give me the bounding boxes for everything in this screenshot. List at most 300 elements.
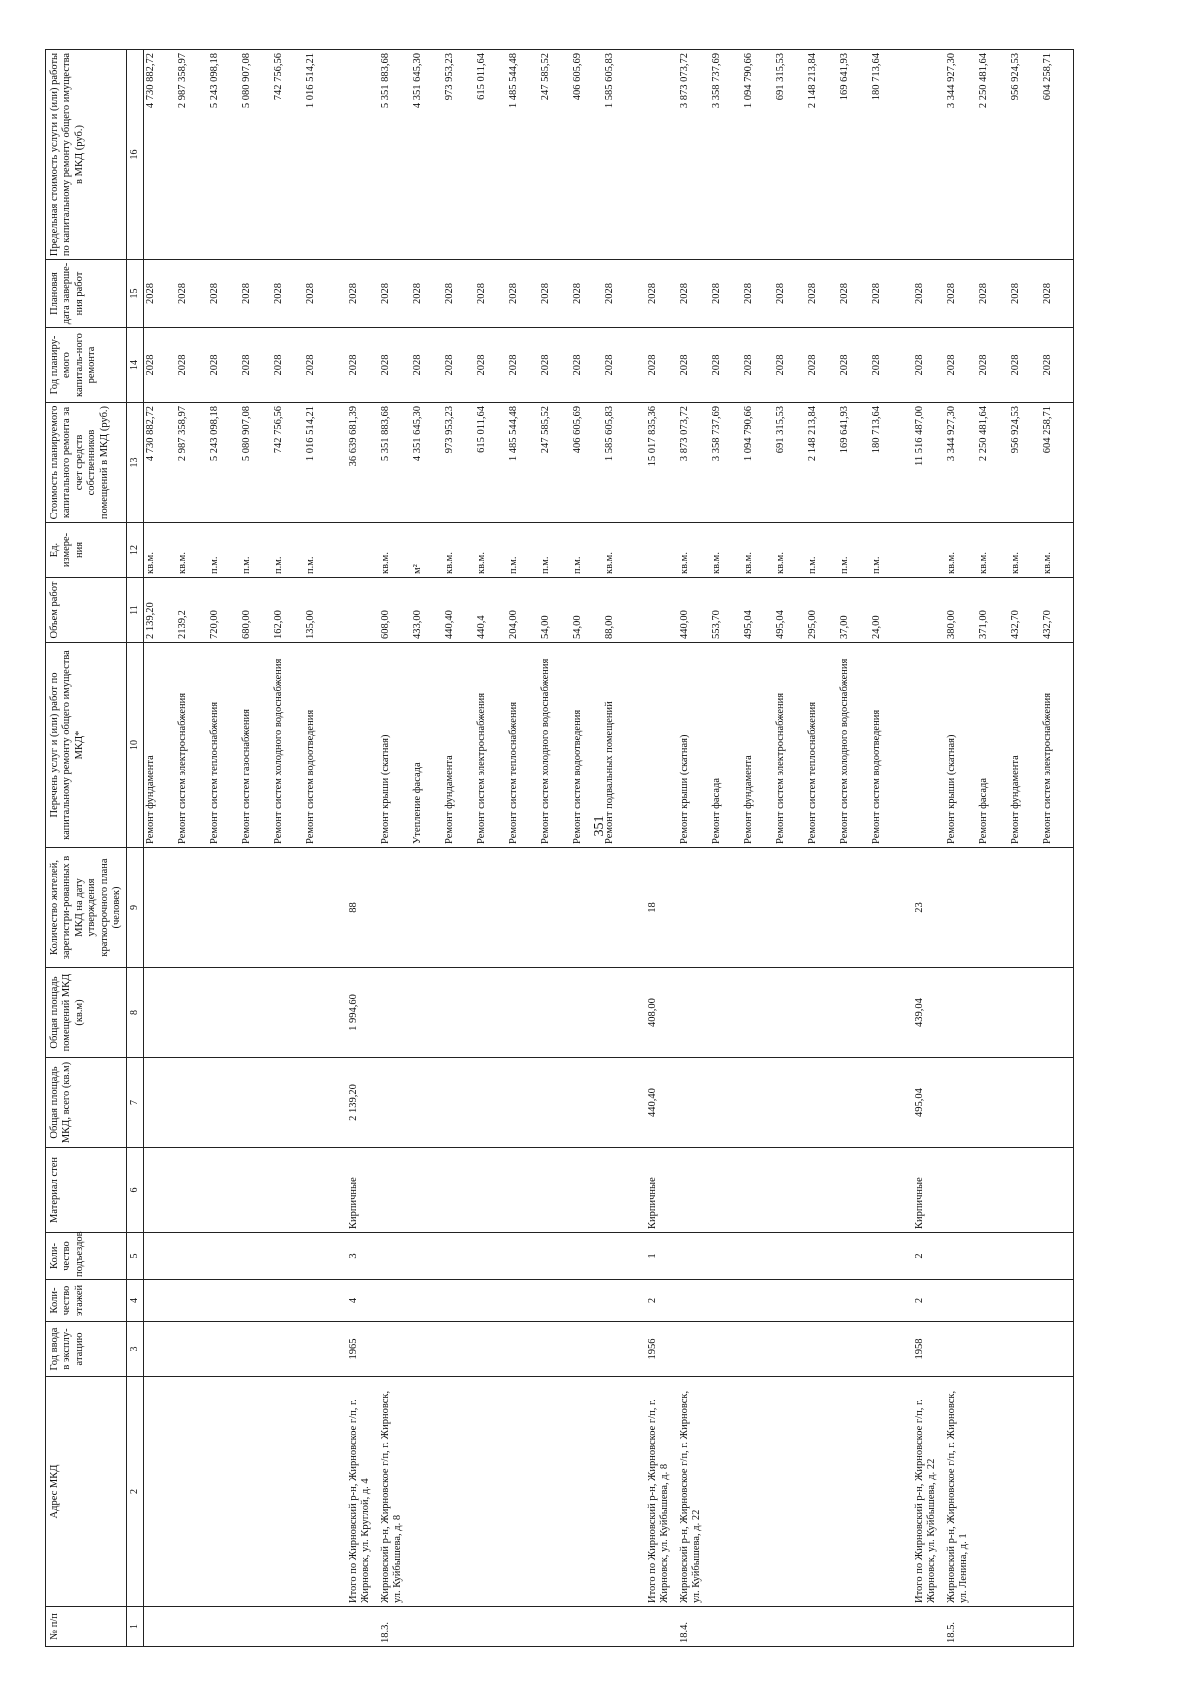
table-row — [304, 50, 336, 1647]
cell-premises-area — [411, 968, 443, 1058]
cell-completion-date: 2028 — [870, 260, 902, 328]
cell-row-number — [507, 1607, 539, 1647]
cell-max-cost: 2 987 358,97 — [176, 50, 208, 260]
cell-wall-material — [411, 1148, 443, 1233]
cell-commission-year: 1956 — [635, 1322, 678, 1377]
cell-work-volume: 295,00 — [806, 578, 838, 643]
cell-completion-date: 2028 — [208, 260, 240, 328]
cell-commission-year — [379, 1322, 411, 1377]
cell-premises-area — [945, 968, 977, 1058]
cell-address: Жирновский р-н, Жирновское г/п, г. Жирновск, ул. Куйбышева, д. 8 — [379, 1377, 411, 1607]
header-cell: Предельная стоимость услуги и (или) работы по капитальному ремонту общего имущества в МКД (руб.) — [46, 50, 127, 260]
cell-completion-date: 2028 — [1009, 260, 1041, 328]
cell-row-number — [870, 1607, 902, 1647]
cell-floors — [838, 1280, 870, 1322]
cell-entrances — [710, 1233, 742, 1280]
table-row — [806, 50, 838, 1647]
cell-address — [240, 1377, 272, 1607]
cell-address — [1009, 1377, 1041, 1607]
cell-commission-year — [742, 1322, 774, 1377]
cell-address — [838, 1377, 870, 1607]
cell-commission-year — [678, 1322, 710, 1377]
cell-residents — [678, 848, 710, 968]
rotated-document — [45, 50, 1195, 1647]
cell-unit: кв.м. — [1041, 523, 1074, 578]
cell-residents — [475, 848, 507, 968]
cell-floors — [539, 1280, 571, 1322]
cell-address — [507, 1377, 539, 1607]
cell-work-type: Ремонт систем холодного водоснабжения — [539, 643, 571, 848]
cell-row-number — [571, 1607, 603, 1647]
cell-repair-year: 2028 — [902, 328, 945, 403]
cell-work-type: Ремонт систем электроснабжения — [475, 643, 507, 848]
cell-address: Жирновский р-н, Жирновское г/п, г. Жирновск, ул. Куйбышева, д. 22 — [678, 1377, 710, 1607]
cell-residents — [272, 848, 304, 968]
cell-unit: кв.м. — [742, 523, 774, 578]
cell-completion-date: 2028 — [379, 260, 411, 328]
cell-work-type: Ремонт систем электроснабжения — [1041, 643, 1074, 848]
cell-work-type: Ремонт систем теплоснабжения — [806, 643, 838, 848]
column-number: 14 — [127, 328, 144, 403]
cell-max-cost: 1 016 514,21 — [304, 50, 336, 260]
header-cell: Общая площадь МКД, всего (кв.м) — [46, 1058, 127, 1148]
cell-total-area — [208, 1058, 240, 1148]
cell-max-cost: 3 873 073,72 — [678, 50, 710, 260]
cell-owner-cost: 2 987 358,97 — [176, 403, 208, 523]
cell-row-number — [240, 1607, 272, 1647]
cell-wall-material: Кирпичные — [902, 1148, 945, 1233]
cell-row-number: 18.4. — [678, 1607, 710, 1647]
cell-wall-material — [379, 1148, 411, 1233]
cell-residents — [176, 848, 208, 968]
cell-total-area — [977, 1058, 1009, 1148]
cell-work-type: Ремонт крыши (скатная) — [379, 643, 411, 848]
cell-address — [304, 1377, 336, 1607]
cell-row-number — [208, 1607, 240, 1647]
cell-address — [208, 1377, 240, 1607]
cell-work-volume: 495,04 — [774, 578, 806, 643]
cell-work-volume: 2139,2 — [176, 578, 208, 643]
cell-max-cost: 4 730 882,72 — [144, 50, 177, 260]
cell-premises-area — [870, 968, 902, 1058]
cell-work-volume: 432,70 — [1041, 578, 1074, 643]
cell-unit: п.м. — [870, 523, 902, 578]
cell-work-type: Ремонт фундамента — [742, 643, 774, 848]
cell-premises-area — [379, 968, 411, 1058]
cell-row-number — [710, 1607, 742, 1647]
cell-row-number — [635, 1607, 678, 1647]
cell-total-area — [176, 1058, 208, 1148]
cell-premises-area: 1 994,60 — [336, 968, 379, 1058]
cell-address — [144, 1377, 177, 1607]
cell-completion-date: 2028 — [603, 260, 635, 328]
cell-wall-material — [475, 1148, 507, 1233]
cell-commission-year: 1965 — [336, 1322, 379, 1377]
cell-floors — [475, 1280, 507, 1322]
cell-total-area — [240, 1058, 272, 1148]
header-cell: Перечень услуг и (или) работ по капитальному ремонту общего имущества МКД* — [46, 643, 127, 848]
column-number: 3 — [127, 1322, 144, 1377]
cell-completion-date: 2028 — [144, 260, 177, 328]
cell-total-area — [806, 1058, 838, 1148]
header-cell: Адрес МКД — [46, 1377, 127, 1607]
cell-work-type: Ремонт систем холодного водоснабжения — [838, 643, 870, 848]
cell-repair-year: 2028 — [507, 328, 539, 403]
header-cell: № п/п — [46, 1607, 127, 1647]
cell-total-area — [870, 1058, 902, 1148]
cell-unit: м² — [411, 523, 443, 578]
cell-residents — [806, 848, 838, 968]
cell-address — [806, 1377, 838, 1607]
cell-work-volume: 432,70 — [1009, 578, 1041, 643]
cell-max-cost: 973 953,23 — [443, 50, 475, 260]
cell-work-volume — [635, 578, 678, 643]
cell-address — [603, 1377, 635, 1607]
cell-floors — [411, 1280, 443, 1322]
cell-floors: 2 — [635, 1280, 678, 1322]
cell-work-volume: 440,00 — [678, 578, 710, 643]
table-row — [742, 50, 774, 1647]
cell-entrances — [945, 1233, 977, 1280]
column-number: 2 — [127, 1377, 144, 1607]
cell-work-volume: 680,00 — [240, 578, 272, 643]
table-row — [539, 50, 571, 1647]
cell-work-type: Ремонт систем водоотведения — [870, 643, 902, 848]
cell-max-cost: 3 358 737,69 — [710, 50, 742, 260]
cell-row-number — [603, 1607, 635, 1647]
cell-wall-material — [240, 1148, 272, 1233]
cell-owner-cost: 36 639 681,39 — [336, 403, 379, 523]
cell-unit: п.м. — [507, 523, 539, 578]
cell-total-area — [539, 1058, 571, 1148]
table-row — [240, 50, 272, 1647]
table-row — [475, 50, 507, 1647]
cell-unit: кв.м. — [1009, 523, 1041, 578]
page-number: 351 — [592, 815, 607, 837]
cell-unit: п.м. — [304, 523, 336, 578]
header-cell: Количество жителей, зарегистри-рованных в МКД на дату утверждения краткосрочного плана (человек) — [46, 848, 127, 968]
cell-row-number — [176, 1607, 208, 1647]
cell-wall-material — [208, 1148, 240, 1233]
cell-address — [742, 1377, 774, 1607]
cell-premises-area: 439,04 — [902, 968, 945, 1058]
cell-floors — [208, 1280, 240, 1322]
cell-entrances: 3 — [336, 1233, 379, 1280]
cell-unit: кв.м. — [144, 523, 177, 578]
cell-floors — [176, 1280, 208, 1322]
cell-wall-material — [710, 1148, 742, 1233]
cell-entrances — [475, 1233, 507, 1280]
cell-wall-material — [838, 1148, 870, 1233]
cell-wall-material — [870, 1148, 902, 1233]
column-number-row — [127, 50, 144, 1647]
cell-repair-year: 2028 — [710, 328, 742, 403]
cell-repair-year: 2028 — [977, 328, 1009, 403]
cell-work-type: Ремонт фундамента — [1009, 643, 1041, 848]
table-row — [774, 50, 806, 1647]
cell-address: Итого по Жирновский р-н, Жирновское г/п, г. Жирновск, ул. Круглой, д. 4 — [336, 1377, 379, 1607]
cell-owner-cost: 3 344 927,30 — [945, 403, 977, 523]
cell-work-type: Ремонт фасада — [977, 643, 1009, 848]
column-number: 12 — [127, 523, 144, 578]
cell-entrances — [774, 1233, 806, 1280]
cell-max-cost: 956 924,53 — [1009, 50, 1041, 260]
table-row — [838, 50, 870, 1647]
cell-completion-date: 2028 — [806, 260, 838, 328]
table-body — [144, 50, 1074, 1647]
cell-premises-area — [176, 968, 208, 1058]
column-number: 4 — [127, 1280, 144, 1322]
cell-entrances: 2 — [902, 1233, 945, 1280]
cell-residents — [507, 848, 539, 968]
header-cell: Плановая дата заверше-ния работ — [46, 260, 127, 328]
cell-entrances — [208, 1233, 240, 1280]
table-row — [1009, 50, 1041, 1647]
cell-owner-cost: 180 713,64 — [870, 403, 902, 523]
cell-commission-year — [208, 1322, 240, 1377]
table-row — [1041, 50, 1074, 1647]
cell-completion-date: 2028 — [176, 260, 208, 328]
cell-repair-year: 2028 — [806, 328, 838, 403]
cell-repair-year: 2028 — [678, 328, 710, 403]
cell-entrances — [240, 1233, 272, 1280]
cell-commission-year: 1958 — [902, 1322, 945, 1377]
cell-entrances — [742, 1233, 774, 1280]
cell-repair-year: 2028 — [176, 328, 208, 403]
cell-commission-year — [1009, 1322, 1041, 1377]
cell-row-number — [774, 1607, 806, 1647]
cell-address — [176, 1377, 208, 1607]
cell-floors: 4 — [336, 1280, 379, 1322]
cell-row-number — [806, 1607, 838, 1647]
cell-work-type: Ремонт систем водоотведения — [571, 643, 603, 848]
cell-work-volume: 88,00 — [603, 578, 635, 643]
table-row — [411, 50, 443, 1647]
cell-address — [411, 1377, 443, 1607]
cell-commission-year — [304, 1322, 336, 1377]
cell-max-cost: 604 258,71 — [1041, 50, 1074, 260]
cell-completion-date: 2028 — [304, 260, 336, 328]
cell-work-type: Ремонт фундамента — [144, 643, 177, 848]
cell-premises-area — [838, 968, 870, 1058]
cell-entrances: 1 — [635, 1233, 678, 1280]
cell-address: Жирновский р-н, Жирновское г/п, г. Жирновск, ул. Ленина, д. 1 — [945, 1377, 977, 1607]
cell-row-number — [902, 1607, 945, 1647]
cell-premises-area — [208, 968, 240, 1058]
cell-commission-year — [443, 1322, 475, 1377]
cell-owner-cost: 691 315,53 — [774, 403, 806, 523]
cell-max-cost: 247 585,52 — [539, 50, 571, 260]
cell-entrances — [539, 1233, 571, 1280]
cell-residents — [304, 848, 336, 968]
cell-work-type — [336, 643, 379, 848]
cell-wall-material — [539, 1148, 571, 1233]
cell-floors — [240, 1280, 272, 1322]
cell-completion-date: 2028 — [678, 260, 710, 328]
cell-unit: п.м. — [806, 523, 838, 578]
cell-wall-material — [945, 1148, 977, 1233]
cell-commission-year — [806, 1322, 838, 1377]
cell-completion-date: 2028 — [774, 260, 806, 328]
cell-repair-year: 2028 — [870, 328, 902, 403]
cell-repair-year: 2028 — [144, 328, 177, 403]
header-cell: Год планиру-емого капиталь-ного ремонта — [46, 328, 127, 403]
cell-residents — [208, 848, 240, 968]
cell-floors — [678, 1280, 710, 1322]
cell-residents — [977, 848, 1009, 968]
cell-floors — [977, 1280, 1009, 1322]
cell-work-type: Ремонт систем теплоснабжения — [507, 643, 539, 848]
header-row — [46, 50, 127, 1647]
cell-commission-year — [870, 1322, 902, 1377]
cell-max-cost: 2 148 213,84 — [806, 50, 838, 260]
cell-total-area — [144, 1058, 177, 1148]
cell-max-cost: 1 485 544,48 — [507, 50, 539, 260]
cell-address: Итого по Жирновский р-н, Жирновское г/п, г. Жирновск, ул. Куйбышева, д. 22 — [902, 1377, 945, 1607]
cell-total-area — [379, 1058, 411, 1148]
cell-wall-material — [806, 1148, 838, 1233]
cell-repair-year: 2028 — [304, 328, 336, 403]
cell-total-area — [304, 1058, 336, 1148]
cell-completion-date: 2028 — [539, 260, 571, 328]
cell-max-cost — [635, 50, 678, 260]
cell-address — [443, 1377, 475, 1607]
table-row — [144, 50, 177, 1647]
cell-residents — [710, 848, 742, 968]
cell-unit: кв.м. — [678, 523, 710, 578]
cell-wall-material — [443, 1148, 475, 1233]
cell-commission-year — [272, 1322, 304, 1377]
cell-max-cost: 2 250 481,64 — [977, 50, 1009, 260]
cell-floors — [603, 1280, 635, 1322]
cell-floors — [742, 1280, 774, 1322]
cell-work-volume: 37,00 — [838, 578, 870, 643]
cell-total-area — [603, 1058, 635, 1148]
cell-entrances — [507, 1233, 539, 1280]
cell-max-cost — [902, 50, 945, 260]
cell-unit: кв.м. — [774, 523, 806, 578]
cell-commission-year — [838, 1322, 870, 1377]
cell-repair-year: 2028 — [208, 328, 240, 403]
cell-max-cost: 5 351 883,68 — [379, 50, 411, 260]
table-row — [571, 50, 603, 1647]
cell-floors — [774, 1280, 806, 1322]
table-row — [507, 50, 539, 1647]
cell-address — [475, 1377, 507, 1607]
cell-work-volume: 2 139,20 — [144, 578, 177, 643]
cell-address — [1041, 1377, 1074, 1607]
cell-floors — [379, 1280, 411, 1322]
cell-premises-area: 408,00 — [635, 968, 678, 1058]
cell-completion-date: 2028 — [977, 260, 1009, 328]
cell-address — [539, 1377, 571, 1607]
cell-entrances — [379, 1233, 411, 1280]
cell-row-number — [144, 1607, 177, 1647]
cell-premises-area — [1009, 968, 1041, 1058]
cell-entrances — [678, 1233, 710, 1280]
cell-max-cost: 691 315,53 — [774, 50, 806, 260]
cell-repair-year: 2028 — [443, 328, 475, 403]
column-number: 8 — [127, 968, 144, 1058]
cell-address — [977, 1377, 1009, 1607]
cell-work-volume: 54,00 — [571, 578, 603, 643]
table-row — [635, 50, 678, 1647]
column-number: 11 — [127, 578, 144, 643]
cell-commission-year — [977, 1322, 1009, 1377]
cell-address — [774, 1377, 806, 1607]
cell-unit — [635, 523, 678, 578]
cell-address — [870, 1377, 902, 1607]
cell-unit: кв.м. — [379, 523, 411, 578]
cell-total-area: 440,40 — [635, 1058, 678, 1148]
cell-max-cost: 1 585 605,83 — [603, 50, 635, 260]
cell-premises-area — [475, 968, 507, 1058]
cell-total-area: 2 139,20 — [336, 1058, 379, 1148]
cell-work-type: Ремонт крыши (скатная) — [678, 643, 710, 848]
cell-max-cost: 180 713,64 — [870, 50, 902, 260]
cell-unit: п.м. — [240, 523, 272, 578]
cell-work-volume — [902, 578, 945, 643]
cell-residents: 23 — [902, 848, 945, 968]
cell-work-volume: 204,00 — [507, 578, 539, 643]
cell-owner-cost: 2 250 481,64 — [977, 403, 1009, 523]
table-row — [379, 50, 411, 1647]
cell-work-volume — [336, 578, 379, 643]
cell-unit: кв.м. — [977, 523, 1009, 578]
cell-unit: кв.м. — [475, 523, 507, 578]
header-cell: Год ввода в эксплу-атацию — [46, 1322, 127, 1377]
table-row — [272, 50, 304, 1647]
cell-premises-area — [710, 968, 742, 1058]
cell-entrances — [571, 1233, 603, 1280]
cell-repair-year: 2028 — [635, 328, 678, 403]
cell-max-cost — [336, 50, 379, 260]
cell-row-number — [1009, 1607, 1041, 1647]
cell-completion-date: 2028 — [838, 260, 870, 328]
cell-unit: п.м. — [272, 523, 304, 578]
cell-work-type: Ремонт крыши (скатная) — [945, 643, 977, 848]
cell-unit: п.м. — [571, 523, 603, 578]
cell-commission-year — [539, 1322, 571, 1377]
cell-owner-cost: 169 641,93 — [838, 403, 870, 523]
cell-premises-area — [240, 968, 272, 1058]
cell-commission-year — [710, 1322, 742, 1377]
cell-work-type: Ремонт фасада — [710, 643, 742, 848]
cell-unit: кв.м. — [176, 523, 208, 578]
cell-work-volume: 54,00 — [539, 578, 571, 643]
cell-max-cost: 3 344 927,30 — [945, 50, 977, 260]
table-row — [176, 50, 208, 1647]
cell-floors — [806, 1280, 838, 1322]
cell-floors: 2 — [902, 1280, 945, 1322]
column-number: 9 — [127, 848, 144, 968]
cell-owner-cost: 406 605,69 — [571, 403, 603, 523]
cell-owner-cost: 5 243 098,18 — [208, 403, 240, 523]
cell-repair-year: 2028 — [838, 328, 870, 403]
header-cell: Коли-чество подъездов — [46, 1233, 127, 1280]
cell-residents — [571, 848, 603, 968]
cell-residents — [870, 848, 902, 968]
column-number: 15 — [127, 260, 144, 328]
cell-row-number: 18.5. — [945, 1607, 977, 1647]
cell-entrances — [443, 1233, 475, 1280]
cell-repair-year: 2028 — [1009, 328, 1041, 403]
cell-entrances — [977, 1233, 1009, 1280]
cell-owner-cost: 3 358 737,69 — [710, 403, 742, 523]
cell-wall-material — [304, 1148, 336, 1233]
cell-repair-year: 2028 — [336, 328, 379, 403]
cell-premises-area — [304, 968, 336, 1058]
